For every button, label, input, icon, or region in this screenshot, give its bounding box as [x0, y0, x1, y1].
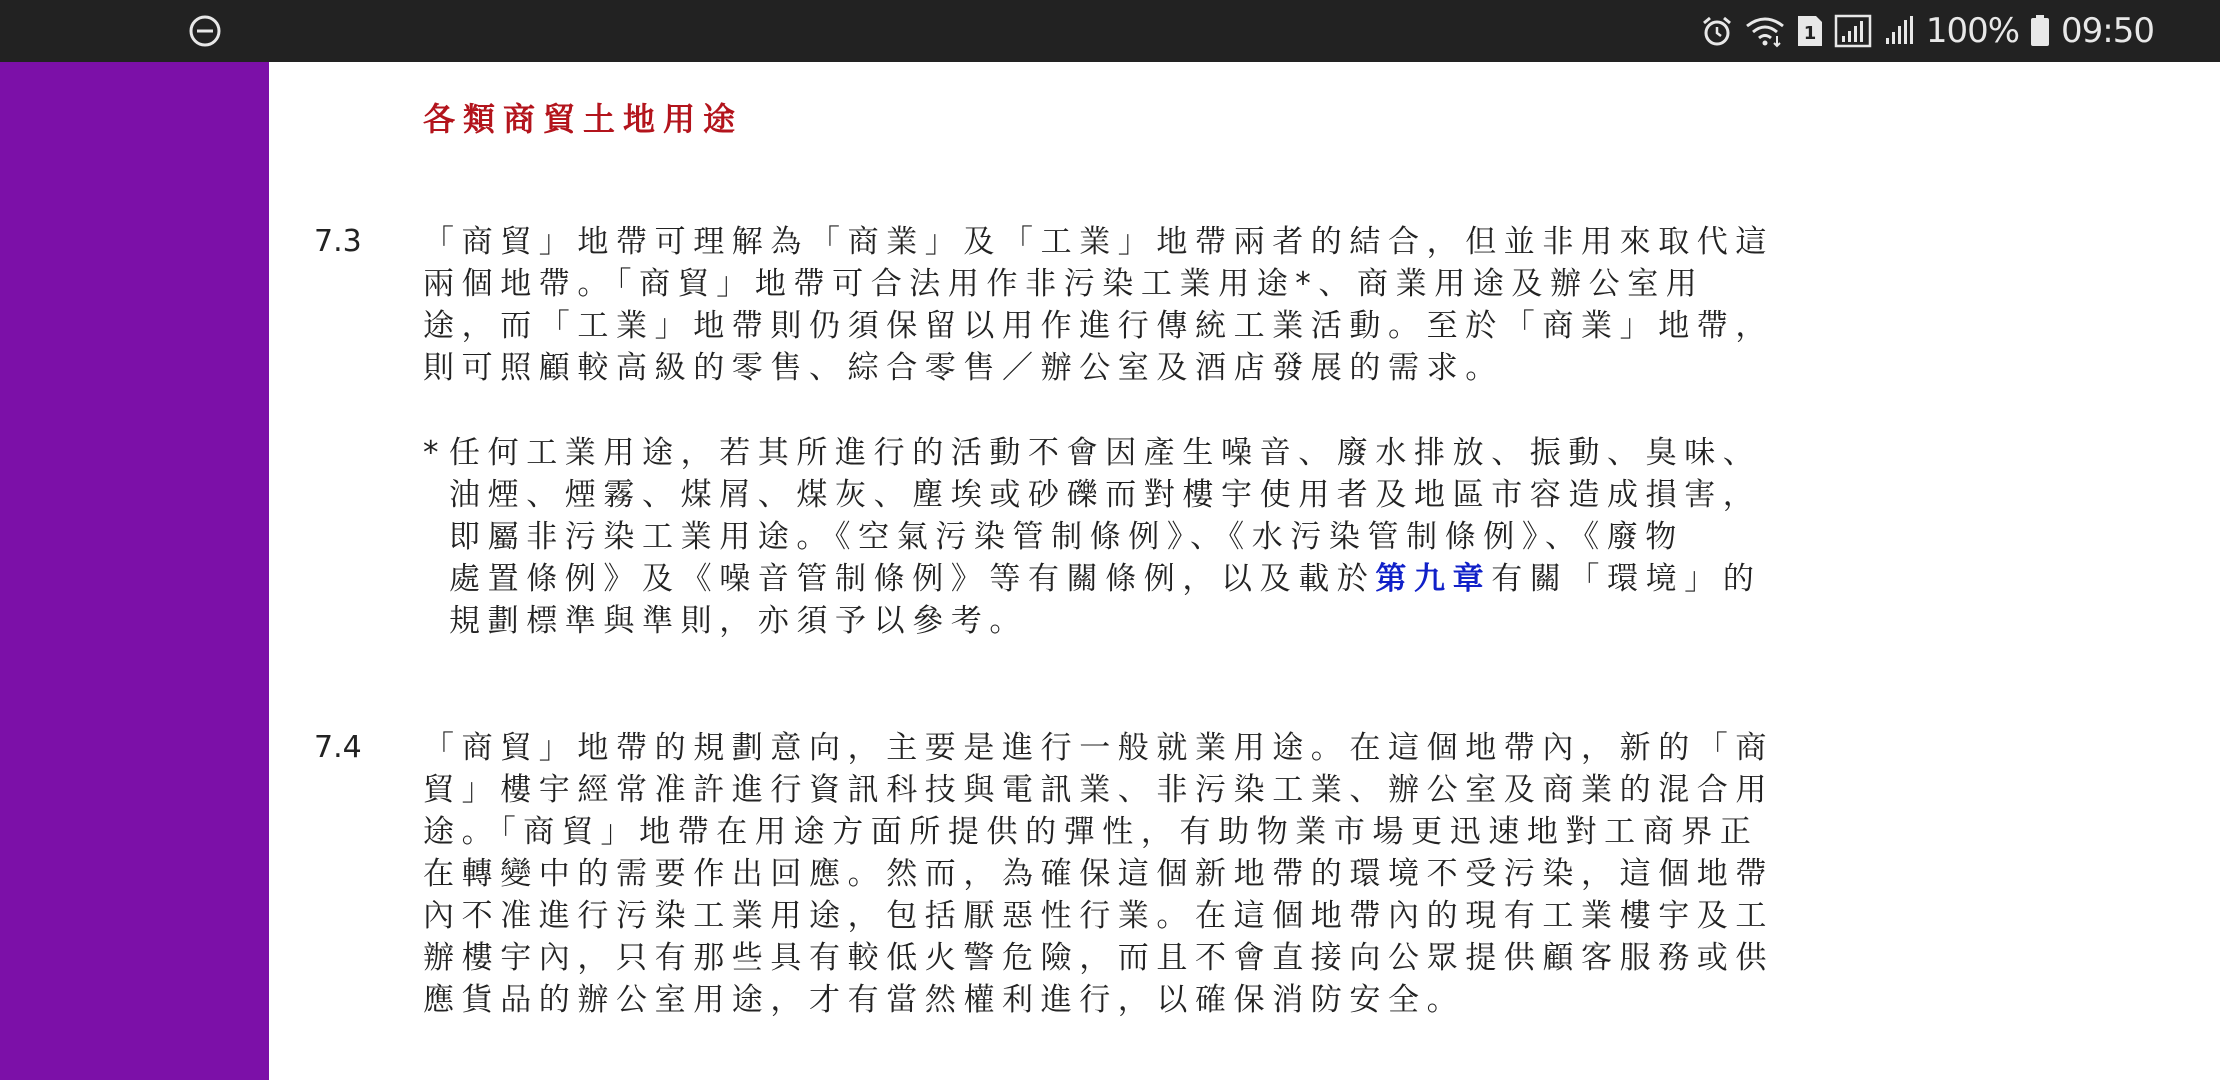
footnote-line: 規劃標準與準則，亦須予以參考。 — [449, 603, 1028, 639]
signal-icon — [1834, 14, 1872, 48]
paragraph-line: 兩個地帶。「商貿」地帶可合法用作非污染工業用途*、商業用途及辦公室用 — [423, 266, 1705, 302]
footnote-line: 任何工業用途，若其所進行的活動不會因產生噪音、廢水排放、振動、臭味、 — [449, 435, 1762, 471]
paragraph-line: 「商貿」地帶的規劃意向，主要是進行一般就業用途。在這個地帶內，新的「商 — [423, 730, 1774, 766]
footnote-text: 有關「環境」的 — [1491, 561, 1762, 597]
paragraph-line: 辦樓宇內，只有那些具有較低火警危險，而且不會直接向公眾提供顧客服務或供 — [423, 940, 1774, 976]
paragraph-line: 途，而「工業」地帶則仍須保留以用作進行傳統工業活動。至於「商業」地帶， — [423, 308, 1774, 344]
alarm-icon — [1700, 14, 1734, 48]
paragraph-line: 貿」樓宇經常准許進行資訊科技與電訊業、非污染工業、辦公室及商業的混合用 — [423, 772, 1774, 808]
footnote-line: 即屬非污染工業用途。《空氣污染管制條例》、《水污染管制條例》、《廢物 — [449, 519, 1684, 555]
status-icons — [1700, 0, 2154, 62]
battery-percent: 100% — [1925, 11, 2020, 51]
paragraph-line: 在轉變中的需要作出回應。然而，為確保這個新地帶的環境不受污染，這個地帶 — [423, 856, 1774, 892]
footnote-text: 處置條例》及《噪音管制條例》等有關條例，以及載於 — [449, 561, 1376, 597]
footnote-line — [449, 558, 1761, 600]
paragraph-line: 則可照顧較高級的零售、綜合零售／辦公室及酒店發展的需求。 — [423, 350, 1504, 386]
paragraph-line: 應貨品的辦公室用途，才有當然權利進行，以確保消防安全。 — [423, 982, 1466, 1018]
chapter-9-link[interactable]: 第九章 — [1375, 561, 1492, 597]
signal-icon — [1882, 14, 1916, 48]
status-bar — [0, 0, 2220, 62]
paragraph-line: 途。「商貿」地帶在用途方面所提供的彈性，有助物業市場更迅速地對工商界正 — [423, 814, 1759, 850]
minus-circle-icon[interactable] — [188, 14, 222, 48]
clock: 09:50 — [2061, 11, 2154, 51]
battery-icon — [2029, 14, 2051, 48]
wifi-icon — [1744, 14, 1786, 48]
section-number: 7.4 — [314, 730, 362, 765]
sim-icon — [1796, 14, 1824, 48]
paragraph-line: 內不准進行污染工業用途，包括厭惡性行業。在這個地帶內的現有工業樓宇及工 — [423, 898, 1774, 934]
section-number: 7.3 — [314, 224, 362, 259]
side-band — [0, 62, 269, 1080]
document-page[interactable] — [269, 62, 2220, 1080]
paragraph-line: 「商貿」地帶可理解為「商業」及「工業」地帶兩者的結合，但並非用來取代這 — [423, 224, 1774, 260]
svg-text:1: 1 — [1803, 23, 1817, 44]
page-title: 各類商貿土地用途 — [423, 100, 744, 138]
footnote-line: 油煙、煙霧、煤屑、煤灰、塵埃或砂礫而對樓宇使用者及地區市容造成損害， — [449, 477, 1762, 513]
footnote-marker: * — [423, 435, 447, 471]
